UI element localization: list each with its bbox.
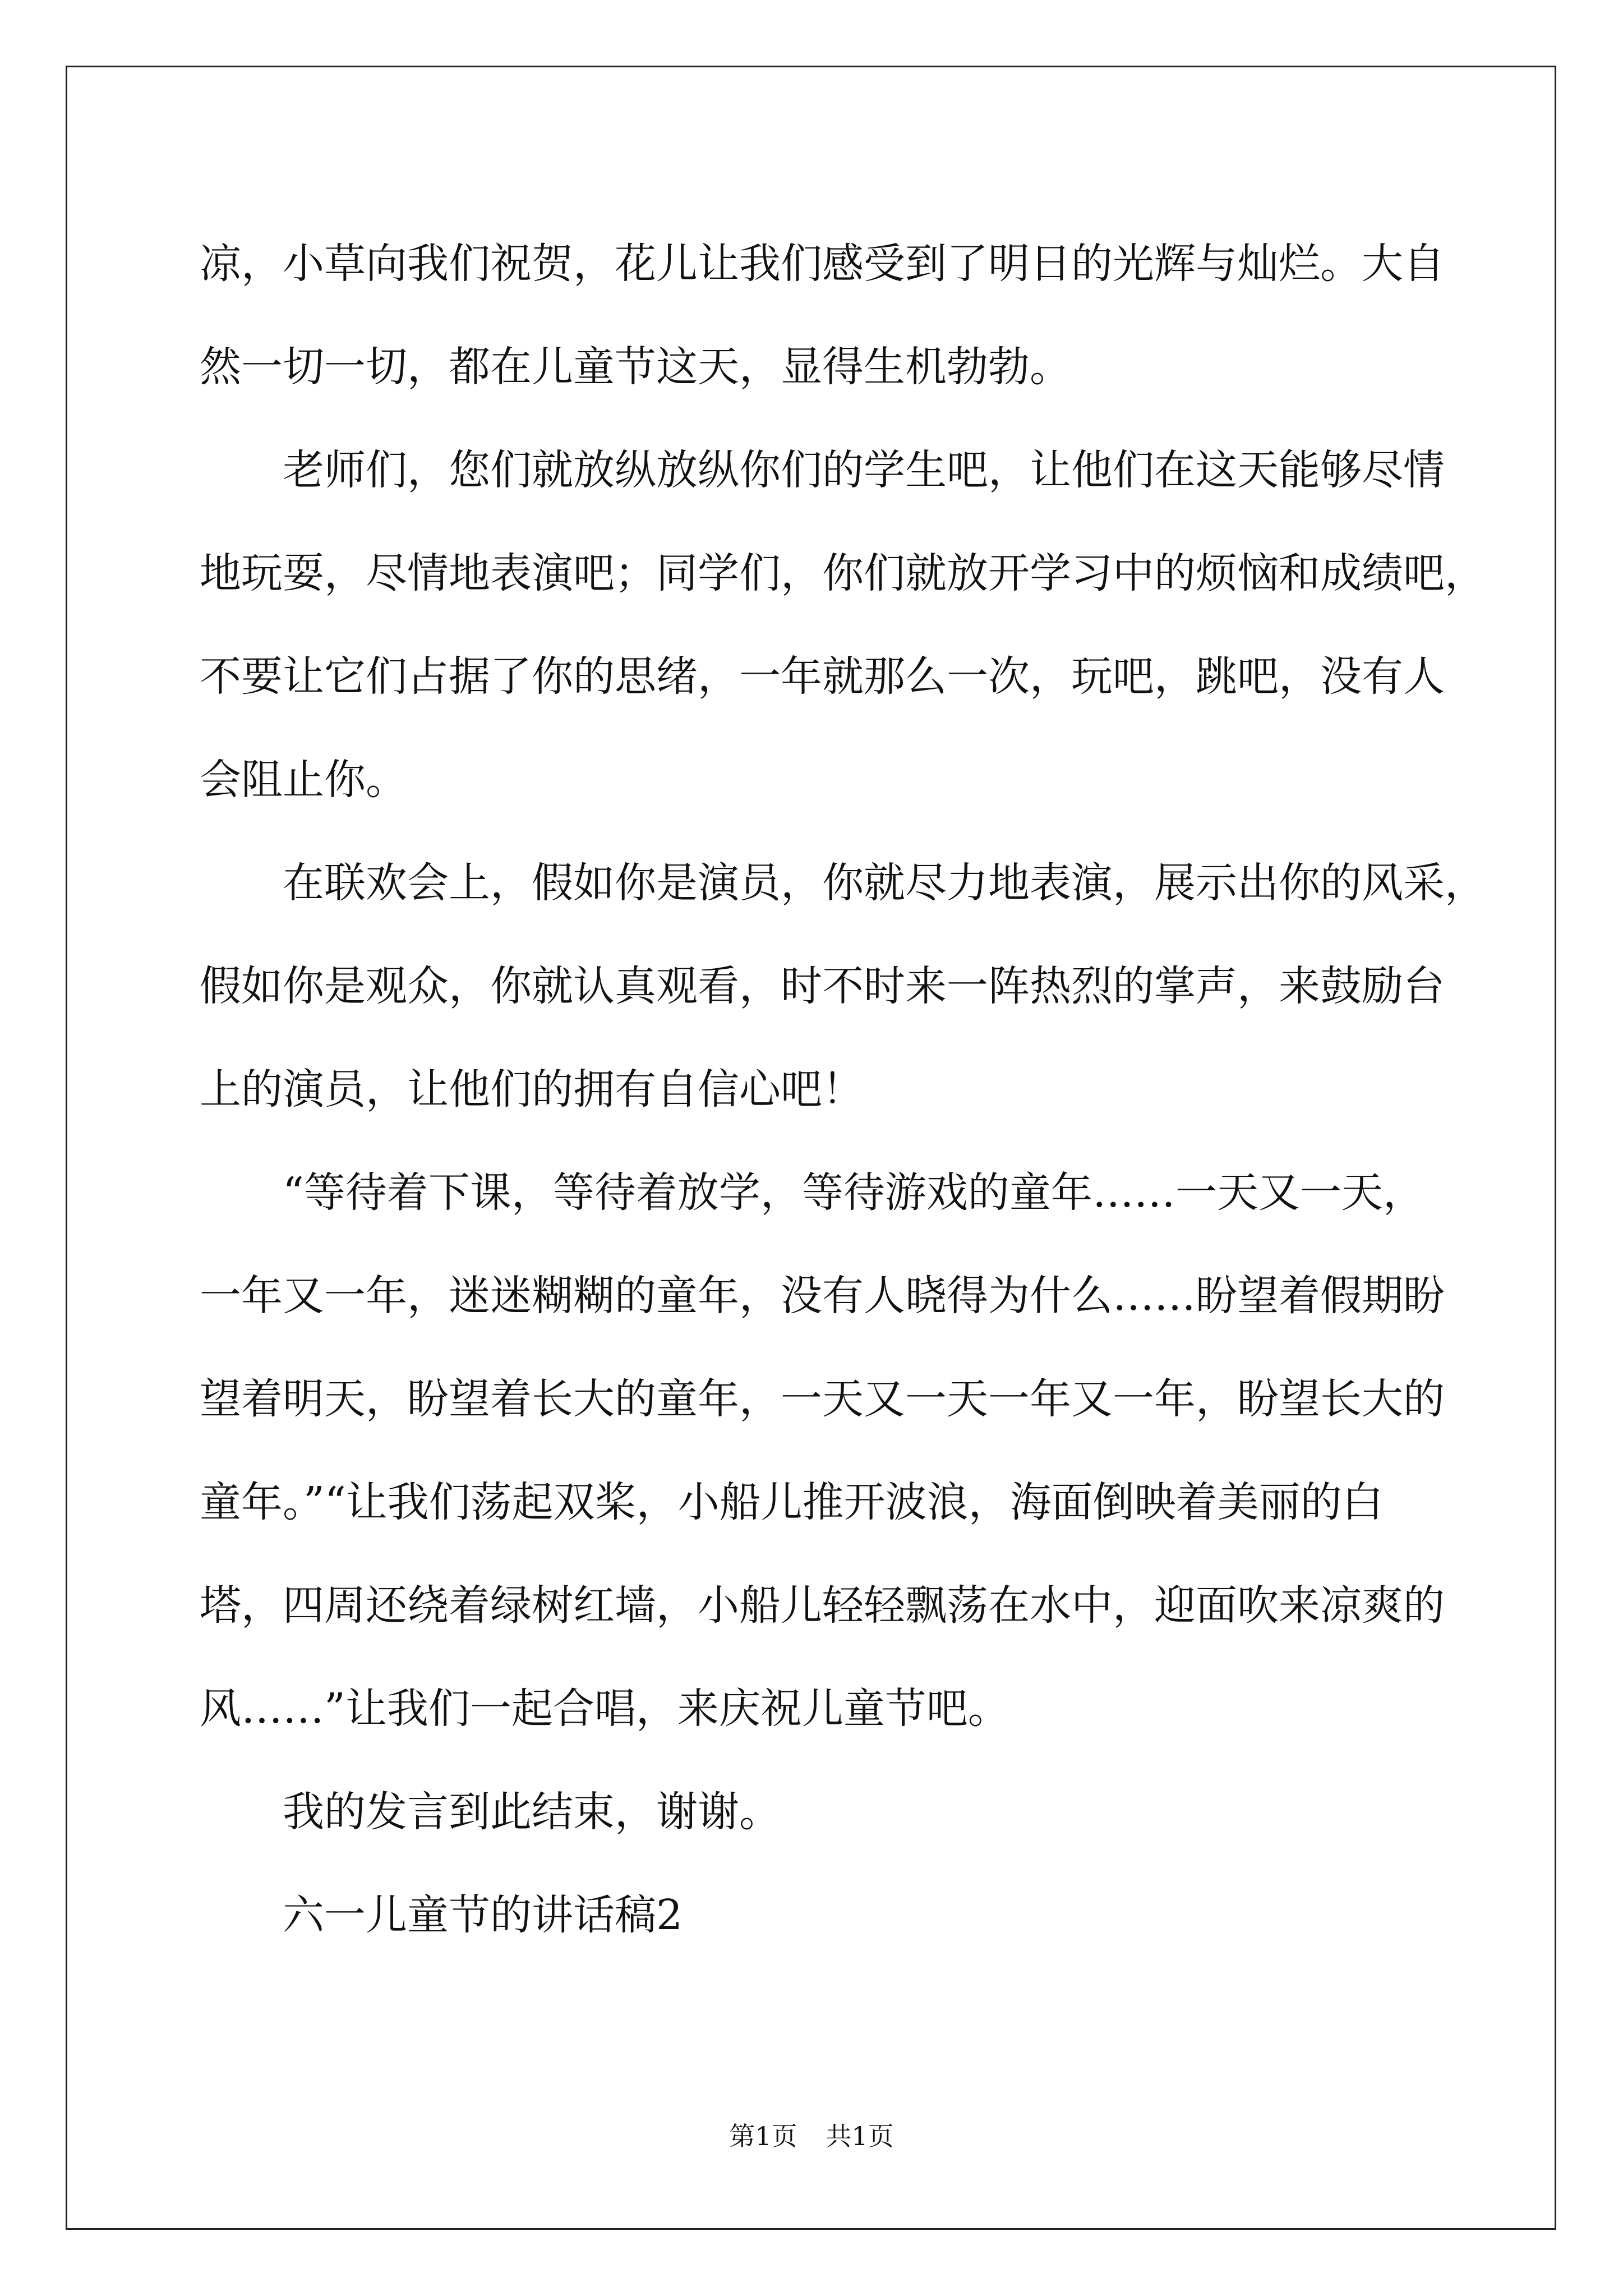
- text-line: 假如你是观众，你就认真观看，时不时来一阵热烈的掌声，来鼓励台: [200, 962, 1445, 1010]
- page-footer: [0, 2119, 1623, 2153]
- text-line: 然一切一切，都在儿童节这天，显得生机勃勃。: [200, 343, 1071, 391]
- text-line: 一年又一年，迷迷糊糊的童年，没有人晓得为什么……盼望着假期盼: [200, 1272, 1445, 1320]
- text-line: 在联欢会上，假如你是演员，你就尽力地表演，展示出你的风采，: [283, 859, 1486, 907]
- text-line: 望着明天，盼望着长大的童年，一天又一天一年又一年，盼望长大的: [200, 1375, 1445, 1423]
- text-line: 凉，小草向我们祝贺，花儿让我们感受到了明日的光辉与灿烂。大自: [200, 240, 1445, 288]
- section-heading: 六一儿童节的讲话稿2: [283, 1891, 683, 1939]
- text-line: 不要让它们占据了你的思绪，一年就那么一次，玩吧，跳吧，没有人: [200, 652, 1445, 701]
- text-line: 塔，四周还绕着绿树红墙，小船儿轻轻飘荡在水中，迎面吹来凉爽的: [200, 1581, 1445, 1630]
- document-body: [200, 212, 1486, 1967]
- text-line: 风……”让我们一起合唱，来庆祝儿童节吧。: [200, 1685, 1009, 1733]
- page-number-current: 第1页: [729, 2121, 797, 2151]
- text-line: 地玩耍，尽情地表演吧；同学们，你们就放开学习中的烦恼和成绩吧，: [200, 549, 1486, 597]
- page-number-total: 共1页: [826, 2121, 894, 2151]
- text-line: 童年。”“让我们荡起双桨，小船儿推开波浪，海面倒映着美丽的白: [200, 1478, 1384, 1526]
- text-line: 会阻止你。: [200, 756, 407, 804]
- text-line: 老师们，您们就放纵放纵你们的学生吧，让他们在这天能够尽情: [283, 446, 1445, 494]
- text-line: 我的发言到此结束，谢谢。: [283, 1788, 781, 1836]
- text-line: 上的演员，让他们的拥有自信心吧！: [200, 1065, 864, 1114]
- text-line: “等待着下课，等待着放学，等待游戏的童年……一天又一天，: [283, 1168, 1424, 1217]
